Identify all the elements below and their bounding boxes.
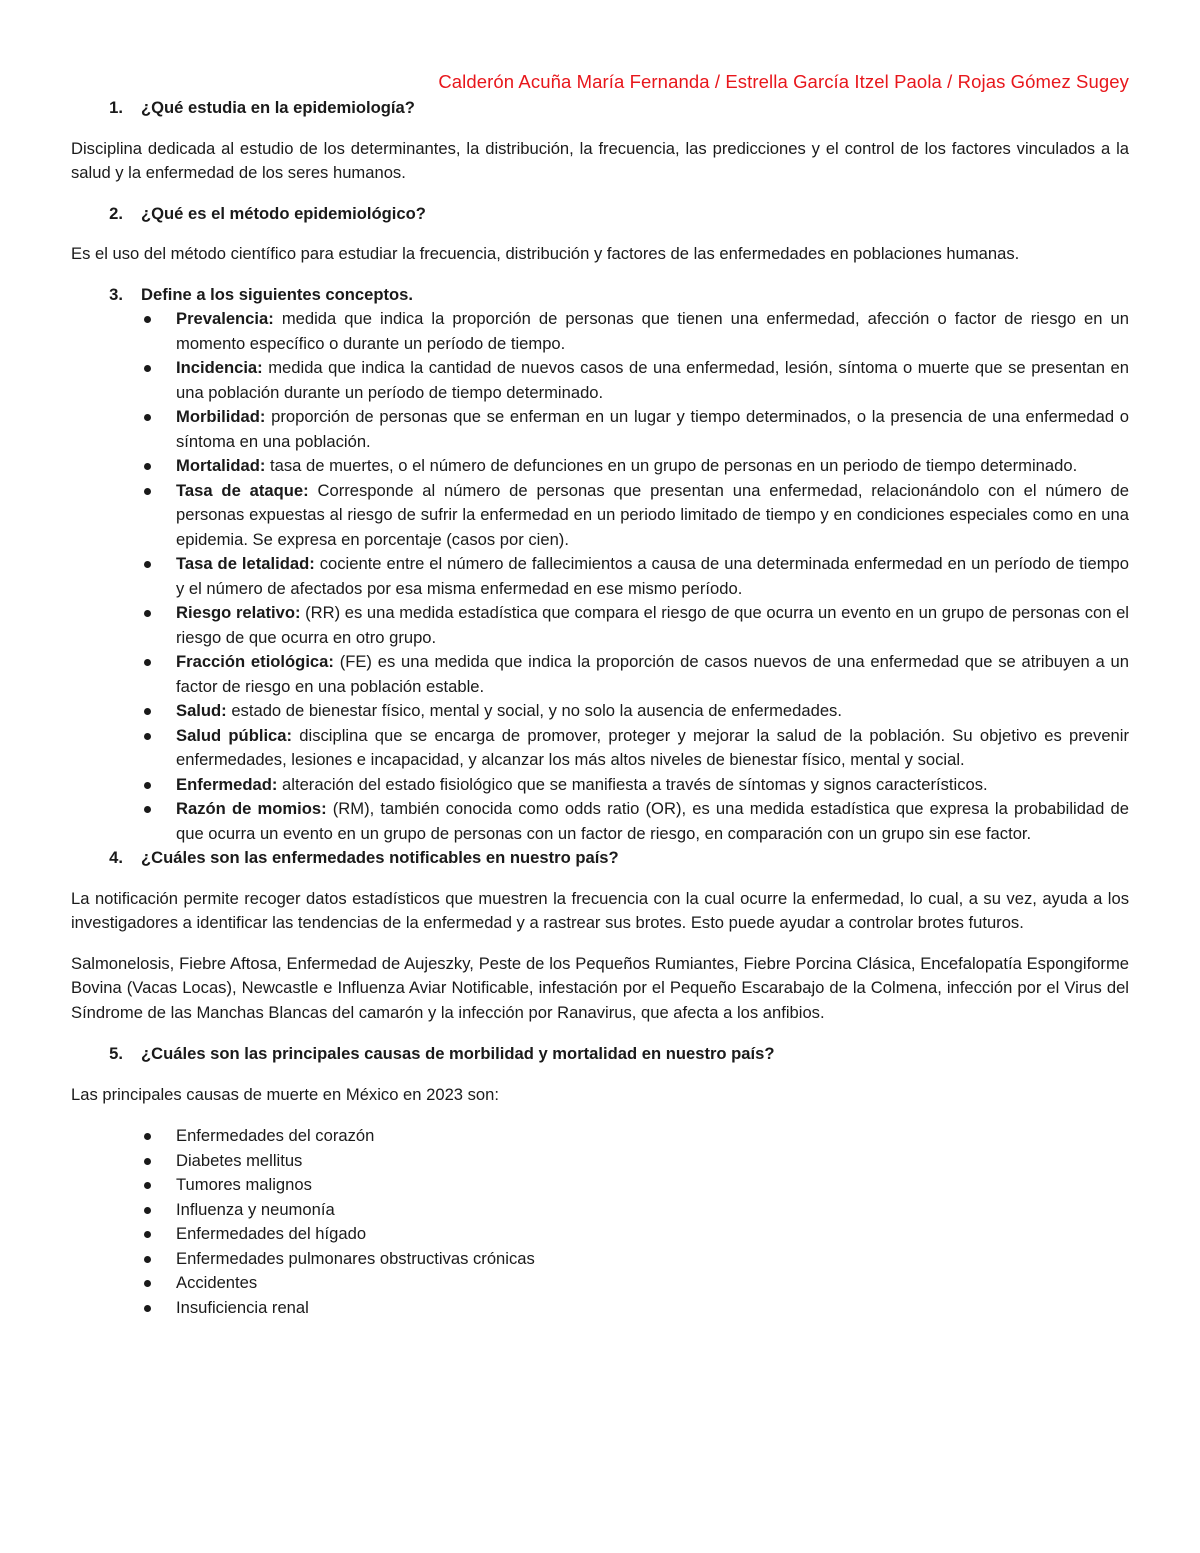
list-item-tasa-de-letalidad — [71, 552, 1129, 601]
concept-definition: disciplina que se encarga de promover, proteger y mejorar la salud de la población. Su objetivo es prevenir enfermedades, lesiones e incapacidad, y alcanzar los más altos niveles de bienestar físico, mental y social. — [176, 725, 1129, 769]
bullet-icon — [144, 708, 151, 715]
list-item-salud — [71, 699, 1129, 724]
cause-text: Influenza y neumonía — [176, 1199, 335, 1219]
question-number: 2. — [109, 203, 123, 223]
list-item — [71, 1198, 1129, 1223]
concept-definition: medida que indica la proporción de personas que tienen una enfermedad, afección o factor de riesgo en un momento específico o durante un período de tiempo. — [176, 309, 1129, 353]
bullet-icon — [144, 463, 151, 470]
question-number: 4. — [109, 848, 123, 867]
bullet-icon — [144, 365, 151, 372]
concept-term: Prevalencia: — [176, 309, 274, 328]
cause-text: Diabetes mellitus — [176, 1150, 303, 1170]
question-3-heading — [71, 283, 1129, 308]
cause-text: Insuficiencia renal — [176, 1297, 309, 1317]
question-number: 1. — [109, 98, 123, 117]
bullet-icon — [144, 806, 151, 813]
bullet-icon — [144, 1256, 151, 1263]
bullet-icon — [144, 1207, 151, 1214]
list-item-riesgo-relativo — [71, 601, 1129, 650]
list-item-morbilidad — [71, 405, 1129, 454]
list-item-tasa-de-ataque — [71, 479, 1129, 553]
cause-text: Enfermedades del corazón — [176, 1126, 375, 1145]
list-item-fraccion-etiologica — [71, 650, 1129, 699]
authors-header: Calderón Acuña María Fernanda / Estrella García Itzel Paola / Rojas Gómez Sugey — [438, 71, 1129, 92]
question-1-answer: Disciplina dedicada al estudio de los determinantes, la distribución, la frecuencia, las predicciones y el control de los factores vinculados a la salud y la enfermedad de los seres humanos. — [71, 138, 1129, 182]
bullet-icon — [144, 1305, 151, 1312]
bullet-icon — [144, 659, 151, 666]
bullet-icon — [144, 1158, 151, 1165]
bullet-icon — [144, 316, 151, 323]
list-item-salud-publica — [71, 724, 1129, 773]
list-item-incidencia — [71, 356, 1129, 405]
concept-definition: alteración del estado fisiológico que se manifiesta a través de síntomas y signos característicos. — [277, 774, 988, 794]
concept-definition: medida que indica la cantidad de nuevos casos de una enfermedad, lesión, síntoma o muerte que se presentan en una población durante un período de tiempo determinado. — [176, 358, 1129, 402]
concept-definition: (FE) es una medida que indica la proporción de casos nuevos de una enfermedad que se atribuyen a un factor de riesgo en una población estable. — [176, 652, 1130, 696]
question-1-heading — [71, 96, 1129, 121]
bullet-icon — [144, 1231, 151, 1238]
question-title: ¿Cuáles son las principales causas de morbilidad y mortalidad en nuestro país? — [141, 1044, 775, 1063]
bullet-icon — [144, 610, 151, 617]
list-item-enfermedad — [71, 773, 1129, 798]
cause-text: Enfermedades pulmonares obstructivas crónicas — [176, 1248, 535, 1268]
concept-definition: tasa de muertes, o el número de defunciones en un grupo de personas en un periodo de tiempo determinado. — [265, 456, 1078, 475]
list-item — [71, 1149, 1129, 1174]
bullet-icon — [144, 1133, 151, 1140]
question-4-answer-paragraph-1: La notificación permite recoger datos estadísticos que muestren la frecuencia con la cual ocurre la enfermedad, lo cual, a su vez, ayuda a los investigadores a identificar las tendencias de la enfermedad y a rastrear sus brotes. Esto puede ayudar a controlar brotes futuros. — [71, 888, 1129, 932]
bullet-icon — [144, 782, 151, 789]
question-2-answer: Es el uso del método científico para estudiar la frecuencia, distribución y factores de las enfermedades en poblaciones humanas. — [71, 244, 1020, 263]
question-title: ¿Cuáles son las enfermedades notificables en nuestro país? — [141, 848, 619, 867]
concept-term: Razón de momios: — [176, 799, 327, 818]
concept-term: Riesgo relativo: — [176, 603, 301, 622]
causes-list — [71, 1124, 1129, 1320]
concept-term: Salud pública: — [176, 725, 293, 745]
bullet-icon — [144, 414, 151, 421]
bullet-icon — [144, 488, 151, 495]
question-title: ¿Qué es el método epidemiológico? — [141, 203, 426, 223]
question-2-heading — [71, 202, 1129, 227]
question-4-answer-paragraph-2: Salmonelosis, Fiebre Aftosa, Enfermedad de Aujeszky, Peste de los Pequeños Rumiantes, Fiebre Porcina Clásica, Encefalopatía Espongiforme Bovina (Vacas Locas), Newcastle e Influenza Aviar Notificable, infestación por el Pequeño Escarabajo de la Colmena, infección por el Virus del Síndrome de las Manchas Blancas del camarón y la infección por Ranavirus, que afecta a los anfibios. — [71, 953, 1129, 1022]
concept-definition: (RM), también conocida como odds ratio (OR), es una medida estadística que expresa la probabilidad de que ocurra un evento en un grupo de personas con un factor de riesgo, en comparación con un grupo sin ese factor. — [176, 799, 1129, 843]
list-item — [71, 1124, 1129, 1149]
bullet-icon — [144, 561, 151, 568]
bullet-icon — [144, 1280, 151, 1287]
concept-definition: (RR) es una medida estadística que compara el riesgo de que ocurra un evento en un grupo de personas con el riesgo de que ocurra en otro grupo. — [176, 603, 1129, 647]
concept-definition: estado de bienestar físico, mental y social, y no solo la ausencia de enfermedades. — [226, 701, 842, 720]
list-item — [71, 1222, 1129, 1247]
concepts-list — [71, 307, 1129, 846]
list-item — [71, 1247, 1129, 1272]
concept-term: Fracción etiológica: — [176, 652, 334, 671]
concept-term: Tasa de ataque: — [176, 480, 309, 500]
question-title: Define a los siguientes conceptos. — [141, 284, 414, 304]
cause-text: Tumores malignos — [176, 1175, 312, 1194]
concept-term: Incidencia: — [176, 358, 263, 377]
bullet-icon — [144, 1182, 151, 1189]
concept-term: Salud: — [176, 701, 227, 720]
list-item — [71, 1173, 1129, 1198]
list-item — [71, 1296, 1129, 1321]
concept-definition: proporción de personas que se enferman en un lugar y tiempo determinados, o la presencia de una enfermedad o síntoma en una población. — [176, 407, 1129, 451]
question-title: ¿Qué estudia en la epidemiología? — [141, 98, 415, 117]
question-number: 3. — [109, 284, 123, 304]
document-page — [71, 70, 1129, 1320]
question-number: 5. — [109, 1044, 123, 1063]
cause-text: Enfermedades del hígado — [176, 1224, 367, 1243]
list-item-prevalencia — [71, 307, 1129, 356]
list-item-mortalidad — [71, 454, 1129, 479]
concept-term: Enfermedad: — [176, 774, 278, 794]
question-4-heading — [71, 846, 1129, 871]
concept-definition: Corresponde al número de personas que presentan una enfermedad, relacionándolo con el número de personas expuestas al riesgo de sufrir la enfermedad en un periodo limitado de tiempo y en condiciones especiales como en una epidemia. Se expresa en porcentaje (casos por cien). — [176, 480, 1129, 549]
concept-term: Tasa de letalidad: — [176, 554, 315, 573]
concept-term: Morbilidad: — [176, 407, 266, 426]
concept-term: Mortalidad: — [176, 456, 266, 475]
cause-text: Accidentes — [176, 1273, 258, 1292]
question-5-intro: Las principales causas de muerte en México en 2023 son: — [71, 1084, 500, 1104]
list-item — [71, 1271, 1129, 1296]
list-item-razon-de-momios — [71, 797, 1129, 846]
bullet-icon — [144, 733, 151, 740]
question-5-heading — [71, 1042, 1129, 1067]
concept-definition: cociente entre el número de fallecimientos a causa de una determinada enfermedad en un período de tiempo y el número de afectados por esa misma enfermedad en ese mismo período. — [176, 554, 1129, 598]
